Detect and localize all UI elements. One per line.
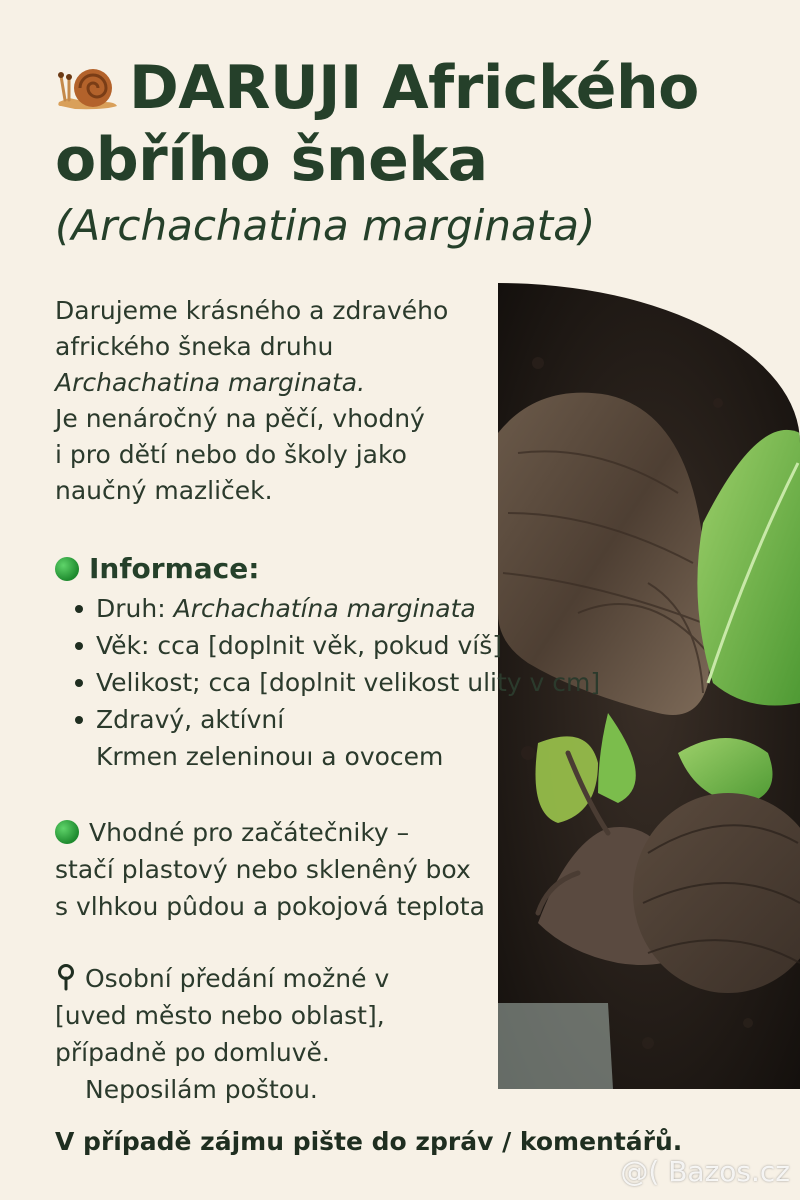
list-item: Zdravý, aktívní	[75, 701, 600, 738]
suitable-line-1: Vhodné pro začátečniky –	[89, 818, 410, 847]
pickup-line-1: Osobní předání možné v	[85, 964, 390, 993]
green-circle-icon	[55, 820, 79, 844]
title-line-2: obřího šneka	[55, 125, 488, 195]
list-item: Velikost; cca [doplnit velikost ulity v cm]	[75, 664, 600, 701]
list-item: Věk: cca [doplnit věk, pokud víš]	[75, 627, 600, 664]
green-circle-icon	[55, 557, 79, 581]
list-item-continuation: Krmen zeleninouı a ovocem	[96, 742, 444, 771]
pickup-text	[55, 960, 389, 1108]
intro-line-3: Archachatina marginata.	[55, 368, 366, 397]
page-title	[55, 52, 775, 196]
suitable-text	[55, 814, 485, 925]
intro-line-2: afrického šneka druhu	[55, 332, 334, 361]
title-line-1: DARUJI Afrického	[129, 53, 699, 123]
intro-line-5: i pro dětí nebo do školy jako	[55, 440, 407, 469]
list-item	[75, 590, 600, 627]
pickup-line-3: případně po domluvě.	[55, 1038, 330, 1067]
intro-line-6: naučný mazliček.	[55, 476, 273, 505]
pickup-line-4: Neposilám poštou.	[85, 1075, 318, 1104]
info-list	[75, 590, 600, 775]
contact-call-to-action: V případě zájmu pište do zpráv / komentářů.	[55, 1127, 683, 1156]
species-subtitle: (Archachatina marginata)	[55, 201, 596, 250]
suitable-line-2: stačí plastový nebo sklenêný box	[55, 855, 471, 884]
intro-line-1: Darujeme krásného a zdravého	[55, 296, 449, 325]
intro-text	[55, 293, 495, 509]
location-pin-icon	[55, 963, 77, 991]
pickup-line-2: [uved město nebo oblast],	[55, 1001, 385, 1030]
watermark: @( Bazos.cz	[620, 1155, 790, 1188]
intro-line-4: Je nenáročný na pěčí, vhodný	[55, 404, 425, 433]
info-heading	[55, 551, 259, 587]
druh-label: Druh:	[96, 594, 174, 623]
suitable-line-3: s vlhkou pûdou a pokojová teplota	[55, 892, 485, 921]
snail-icon	[55, 56, 119, 106]
info-heading-label: Informace:	[89, 552, 260, 585]
druh-value: Archachatína marginata	[173, 594, 476, 623]
